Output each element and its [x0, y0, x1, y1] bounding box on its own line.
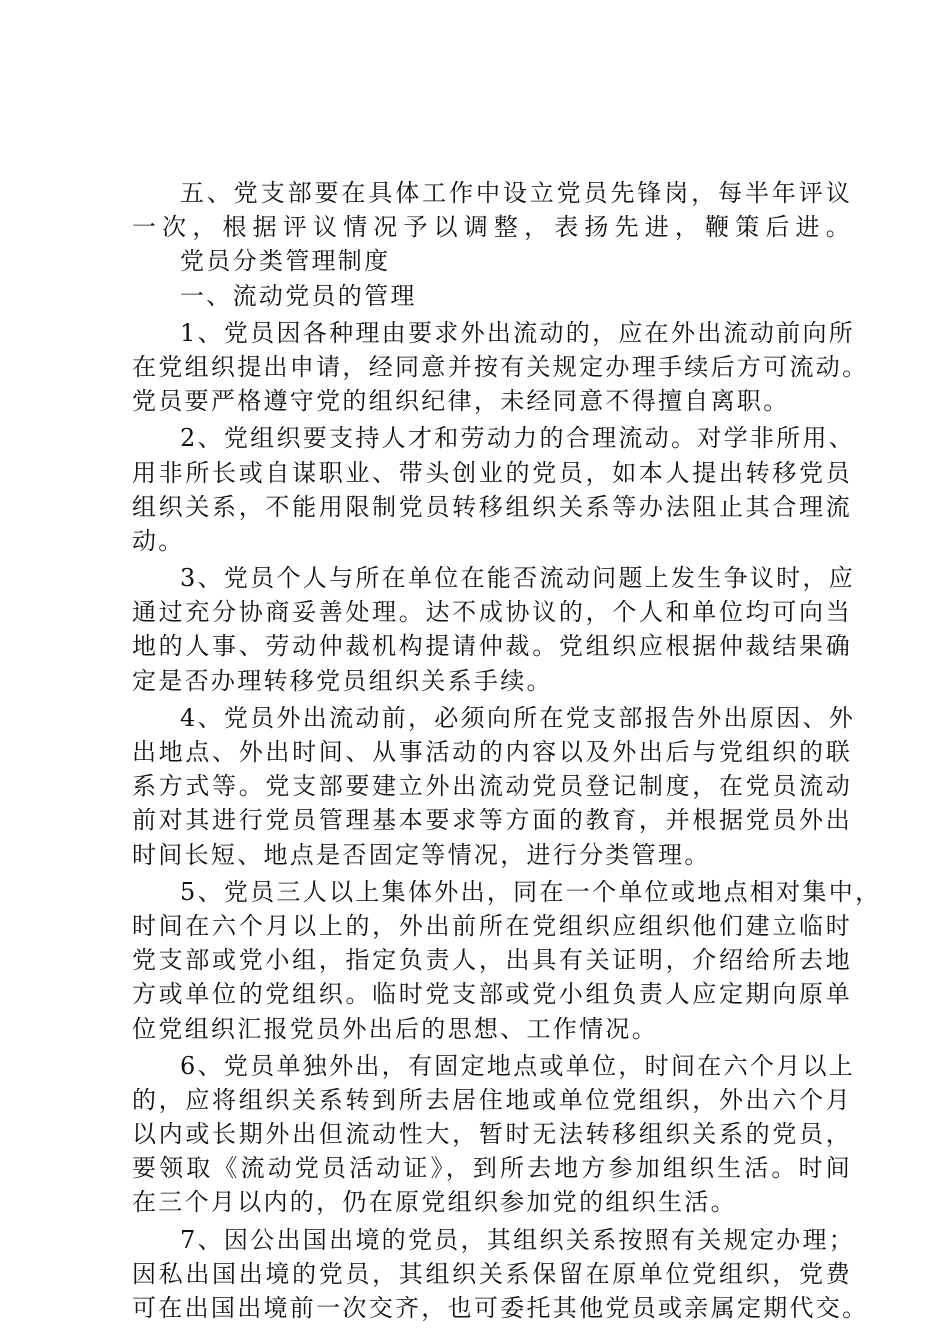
paragraph-line: 时间在六个月以上的，外出前所在党组织应组织他们建立临时 — [132, 911, 852, 940]
paragraph-line: 一次，根据评议情况予以调整，表扬先进，鞭策后进。 — [132, 213, 852, 242]
document-body — [132, 176, 882, 1325]
paragraph-line: 用非所长或自谋职业、带头创业的党员，如本人提出转移党员 — [132, 458, 852, 487]
paragraph-line: 五、党支部要在具体工作中设立党员先锋岗，每半年评议 — [180, 179, 852, 207]
paragraph-line: 2、党组织要支持人才和劳动力的合理流动。对学非所用、 — [180, 424, 856, 453]
paragraph-line: 可在出国出境前一次交齐，也可委托其他党员或亲属定期代交。 — [132, 1294, 869, 1322]
paragraph-line: 6、党员单独外出，有固定地点或单位，时间在六个月以上 — [180, 1051, 856, 1080]
paragraph-line: 位党组织汇报党员外出后的思想、工作情况。 — [132, 1014, 658, 1043]
paragraph-line: 以内或长期外出但流动性大，暂时无法转移组织关系的党员， — [132, 1120, 852, 1149]
paragraph-line: 的，应将组织关系转到所去居住地或单位党组织，外出六个月 — [132, 1085, 852, 1114]
paragraph-line: 组织关系，不能用限制党员转移组织关系等办法阻止其合理流 — [132, 492, 852, 521]
paragraph-line: 定是否办理转移党员组织关系手续。 — [132, 666, 553, 695]
paragraph-line: 党员要严格遵守党的组织纪律，未经同意不得擅自离职。 — [132, 387, 790, 416]
paragraph-line: 因私出国出境的党员，其组织关系保留在原单位党组织，党费 — [132, 1259, 852, 1288]
paragraph-line: 在三个月以内的，仍在原党组织参加党的组织生活。 — [132, 1188, 737, 1217]
paragraph-line: 方或单位的党组织。临时党支部或党小组负责人应定期向原单 — [132, 980, 852, 1009]
paragraph-line: 系方式等。党支部要建立外出流动党员登记制度，在党员流动 — [132, 772, 852, 801]
subsection-heading: 一、流动党员的管理 — [180, 281, 417, 310]
paragraph-line: 5、党员三人以上集体外出，同在一个单位或地点相对集中， — [180, 877, 882, 906]
paragraph-line: 通过充分协商妥善处理。达不成协议的，个人和单位均可向当 — [132, 598, 852, 627]
paragraph-line: 7、因公出国出境的党员，其组织关系按照有关规定办理； — [180, 1225, 856, 1254]
paragraph-line: 在党组织提出申请，经同意并按有关规定办理手续后方可流动。 — [132, 352, 869, 381]
paragraph-line: 要领取《流动党员活动证》，到所去地方参加组织生活。时间 — [132, 1154, 852, 1183]
paragraph-line: 4、党员外出流动前，必须向所在党支部报告外出原因、外 — [180, 703, 856, 732]
paragraph-line: 地的人事、劳动仲裁机构提请仲裁。党组织应根据仲裁结果确 — [132, 632, 852, 661]
paragraph-line: 出地点、外出时间、从事活动的内容以及外出后与党组织的联 — [132, 738, 852, 766]
section-heading: 党员分类管理制度 — [180, 247, 391, 276]
paragraph-line: 时间长短、地点是否固定等情况，进行分类管理。 — [132, 840, 711, 869]
paragraph-line: 3、党员个人与所在单位在能否流动问题上发生争议时，应 — [180, 564, 856, 593]
paragraph-line: 1、党员因各种理由要求外出流动的，应在外出流动前向所 — [180, 318, 856, 347]
paragraph-line: 党支部或党小组，指定负责人，出具有关证明，介绍给所去地 — [132, 946, 852, 975]
paragraph-line: 动。 — [132, 526, 185, 555]
paragraph-line: 前对其进行党员管理基本要求等方面的教育，并根据党员外出 — [132, 806, 852, 835]
